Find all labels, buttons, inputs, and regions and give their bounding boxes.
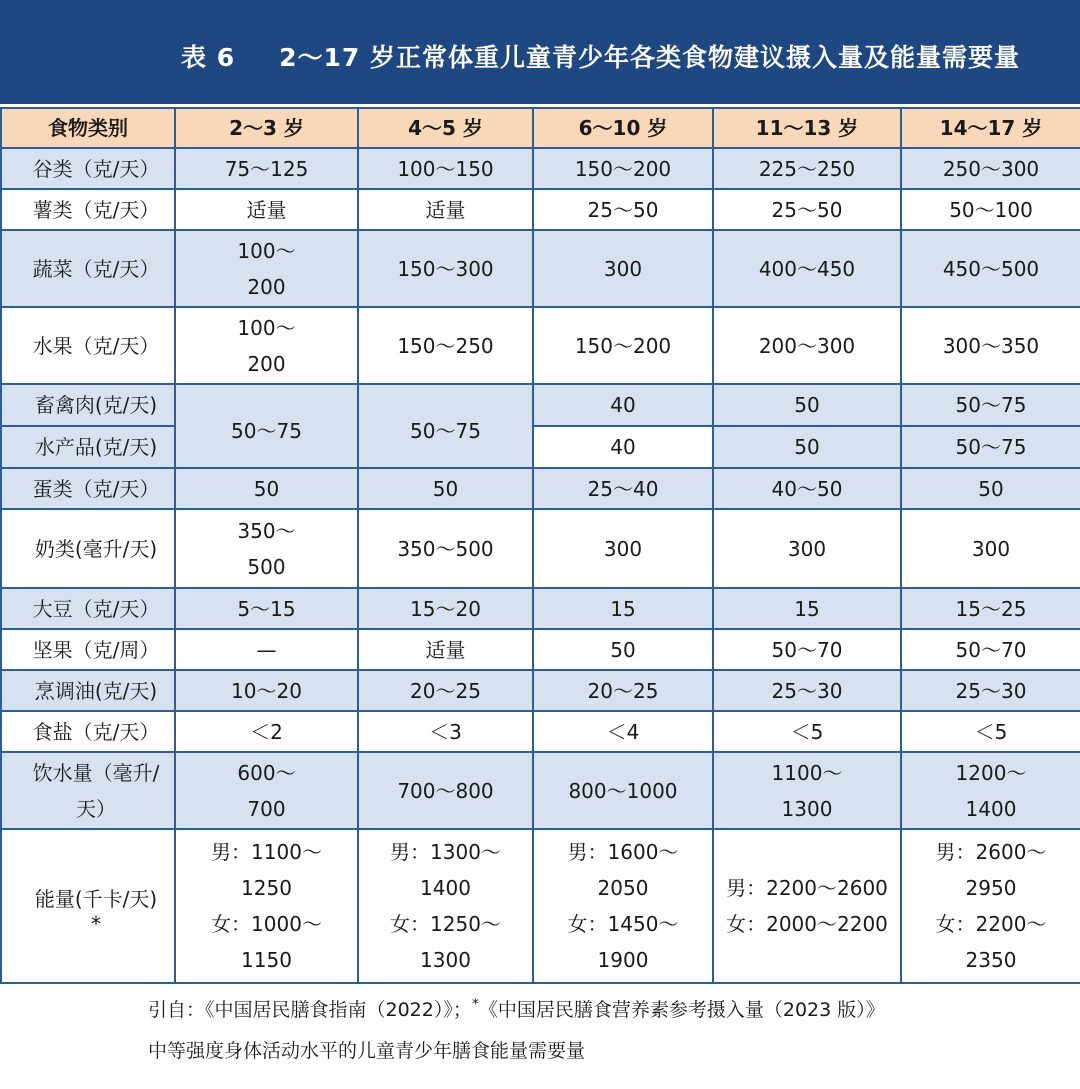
cell-line: 350～ [237, 518, 296, 543]
cell-line: 1300 [420, 948, 471, 972]
cell-line: 女：2000～2200 [726, 912, 888, 936]
cell-line: 1400 [965, 796, 1017, 821]
row-label: 薯类（克/天） [1, 189, 175, 230]
table-cell: 15 [533, 588, 713, 629]
row-label: 坚果（克/周） [1, 629, 175, 670]
table-cell [713, 829, 901, 983]
cell-line: 600～ [237, 760, 296, 785]
table-cell: 25～50 [713, 189, 901, 230]
table-cell: 150～200 [533, 148, 713, 189]
table-cell: 50 [358, 468, 533, 509]
cell-line: 男：2200～2600 [726, 876, 888, 900]
table-number: 表 6 [181, 43, 236, 72]
table-row [1, 148, 1080, 189]
table-cell: 40 [533, 426, 713, 468]
table-cell: 50～70 [713, 629, 901, 670]
table-cell [175, 752, 358, 829]
table-row [1, 829, 1080, 983]
table-cell: 适量 [358, 189, 533, 230]
table-cell: 50～75 [901, 384, 1080, 426]
cell-line: 200 [247, 351, 286, 376]
table-cell: 200～300 [713, 307, 901, 384]
table-cell: ＜5 [901, 711, 1080, 752]
table-cell: 适量 [358, 629, 533, 670]
table-cell: 300 [533, 509, 713, 588]
table-cell: 50 [901, 468, 1080, 509]
table-cell: 40 [533, 384, 713, 426]
footnote-star: * [471, 996, 479, 1013]
table-cell: 50～70 [901, 629, 1080, 670]
table-cell: 20～25 [358, 670, 533, 711]
table-cell: 50 [713, 384, 901, 426]
row-label: 水果（克/天） [1, 307, 175, 384]
table-cell: 25～30 [713, 670, 901, 711]
cell-line: 男：2600～ [935, 840, 1047, 864]
table-cell: 800～1000 [533, 752, 713, 829]
table-row [1, 426, 1080, 468]
source-citation-1: 引自：《中国居民膳食指南（2022）》； [148, 999, 472, 1021]
table-cell: 225～250 [713, 148, 901, 189]
table-row [1, 384, 1080, 426]
table-cell: 300 [713, 509, 901, 588]
table-cell: 25～30 [901, 670, 1080, 711]
table-cell: 50 [533, 629, 713, 670]
row-label: 奶类(毫升/天) [1, 509, 175, 588]
table-row [1, 629, 1080, 670]
table-cell: 50～75 [901, 426, 1080, 468]
row-label-line: 天） [76, 796, 116, 821]
table-cell: 适量 [175, 189, 358, 230]
row-label: 大豆（克/天） [1, 588, 175, 629]
table-cell: 300～350 [901, 307, 1080, 384]
row-label: 谷类（克/天） [1, 148, 175, 189]
table-cell: 50～100 [901, 189, 1080, 230]
footnote-text: 中等强度身体活动水平的儿童青少年膳食能量需要量 [148, 1040, 586, 1062]
table-cell: ＜3 [358, 711, 533, 752]
table-row [1, 752, 1080, 829]
table-row [1, 670, 1080, 711]
cell-line: 女：1250～ [390, 912, 501, 936]
table-title-banner [0, 0, 1080, 107]
table-row [1, 509, 1080, 588]
row-label [1, 752, 175, 829]
cell-line: 100～ [237, 315, 296, 340]
table-title [173, 38, 1020, 74]
cell-line: 1900 [597, 948, 649, 972]
cell-line: 女：1450～ [567, 912, 679, 936]
cell-line: 男：1300～ [390, 840, 501, 864]
cell-line: 100～ [237, 238, 296, 263]
table-cell: 50 [713, 426, 901, 468]
table-cell: 15～20 [358, 588, 533, 629]
table-cell [533, 829, 713, 983]
table-row [1, 230, 1080, 307]
row-label-line: 能量(千卡/天) [34, 887, 158, 911]
table-cell: 150～250 [358, 307, 533, 384]
table-cell [175, 829, 358, 983]
footnote-marker: * [91, 912, 101, 936]
table-cell-merged: 50～75 [358, 384, 533, 468]
table-cell-merged: 50～75 [175, 384, 358, 468]
table-cell: 15～25 [901, 588, 1080, 629]
cell-line: 200 [247, 274, 286, 299]
row-label: 食盐（克/天） [1, 711, 175, 752]
food-intake-table [0, 107, 1080, 984]
row-label: 水产品(克/天) [1, 426, 175, 468]
table-cell: ＜2 [175, 711, 358, 752]
column-header: 4～5 岁 [358, 108, 533, 148]
table-cell [175, 509, 358, 588]
table-cell: ＜4 [533, 711, 713, 752]
table-cell: 25～40 [533, 468, 713, 509]
table-cell: 150～300 [358, 230, 533, 307]
table-cell: 10～20 [175, 670, 358, 711]
table-cell: 150～200 [533, 307, 713, 384]
table-title-text: 2～17 岁正常体重儿童青少年各类食物建议摄入量及能量需要量 [279, 43, 1021, 72]
row-label: 蛋类（克/天） [1, 468, 175, 509]
table-cell [358, 829, 533, 983]
column-header-row [1, 108, 1080, 148]
cell-line: 2350 [965, 948, 1017, 972]
row-label [1, 829, 175, 983]
table-cell: 25～50 [533, 189, 713, 230]
table-row [1, 189, 1080, 230]
cell-line: 1100～ [771, 760, 843, 785]
row-label: 蔬菜（克/天） [1, 230, 175, 307]
table-cell: 15 [713, 588, 901, 629]
cell-line: 700 [247, 796, 286, 821]
source-note [148, 995, 885, 1022]
table-cell: 100～150 [358, 148, 533, 189]
row-label-line: 饮水量（毫升/ [32, 760, 160, 785]
table-cell [901, 752, 1080, 829]
table-cell: ＜5 [713, 711, 901, 752]
table-cell [713, 752, 901, 829]
source-citation-2: 《中国居民膳食营养素参考摄入量（2023 版）》 [478, 999, 885, 1021]
cell-line: 男：1100～ [211, 840, 322, 864]
table-row [1, 468, 1080, 509]
cell-line: 1300 [781, 796, 833, 821]
table-cell: 50 [175, 468, 358, 509]
table-cell: 5～15 [175, 588, 358, 629]
table-cell: 20～25 [533, 670, 713, 711]
cell-line: 2950 [965, 876, 1017, 900]
table-cell: 250～300 [901, 148, 1080, 189]
cell-line: 女：2200～ [935, 912, 1047, 936]
table-cell: 75～125 [175, 148, 358, 189]
table-cell: — [175, 629, 358, 670]
cell-line: 500 [247, 554, 286, 579]
column-header: 6～10 岁 [533, 108, 713, 148]
table-cell [175, 230, 358, 307]
table-cell [175, 307, 358, 384]
cell-line: 1250 [241, 876, 292, 900]
column-header: 食物类别 [1, 108, 175, 148]
cell-line: 1200～ [955, 760, 1027, 785]
row-label: 畜禽肉(克/天) [1, 384, 175, 426]
cell-line: 女：1000～ [211, 912, 322, 936]
cell-line: 男：1600～ [567, 840, 679, 864]
cell-line: 2050 [597, 876, 649, 900]
table-cell: 700～800 [358, 752, 533, 829]
table-row [1, 711, 1080, 752]
column-header: 2～3 岁 [175, 108, 358, 148]
table-cell: 300 [533, 230, 713, 307]
cell-line: 1150 [241, 948, 292, 972]
table-cell: 300 [901, 509, 1080, 588]
table-row [1, 307, 1080, 384]
table-cell: 40～50 [713, 468, 901, 509]
table-cell: 450～500 [901, 230, 1080, 307]
table-cell [901, 829, 1080, 983]
cell-line: 1400 [420, 876, 471, 900]
column-header: 14～17 岁 [901, 108, 1080, 148]
table-cell: 400～450 [713, 230, 901, 307]
row-label: 烹调油(克/天) [1, 670, 175, 711]
table-row [1, 588, 1080, 629]
table-cell: 350～500 [358, 509, 533, 588]
column-header: 11～13 岁 [713, 108, 901, 148]
